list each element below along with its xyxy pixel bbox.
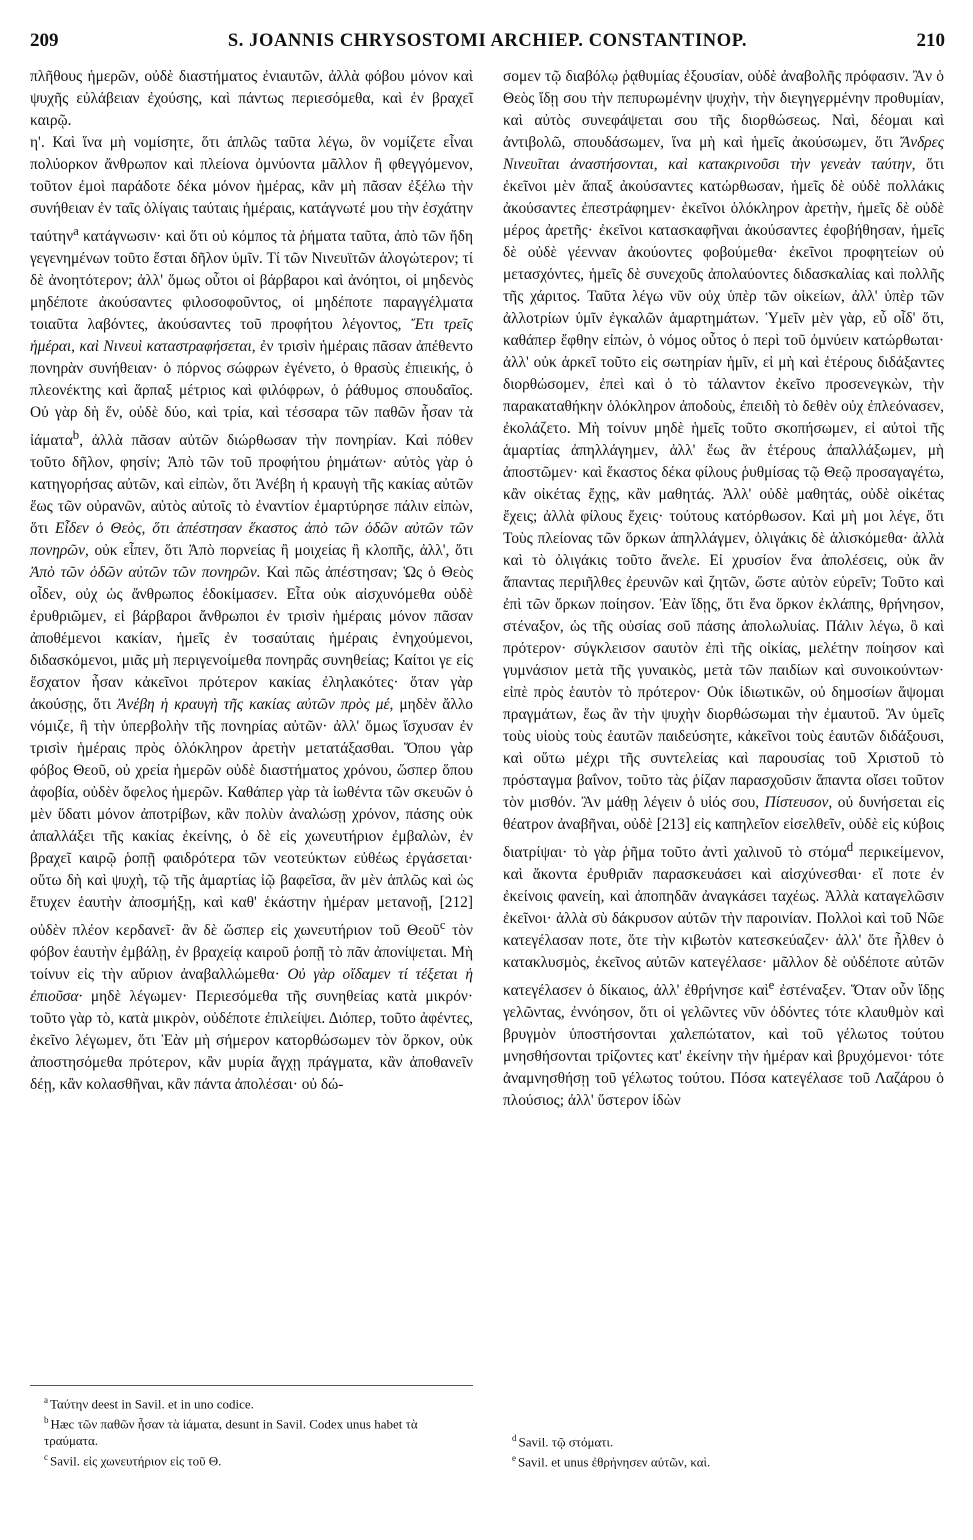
footnote-d: $^d$ Savil. τῷ στόματι.: [512, 1433, 614, 1450]
paragraph-section-8: η'. Καὶ ἵνα μὴ νομίσητε, ὅτι ἁπλῶς ταῦτα λέγω, ὃν νομίζετε εἶναι πολύορκον ἄνθρωπον καὶ πλείονα ὀμνύοντα μᾶλλον ἢ φθεγγόμενον, τοῦτον ἐμοὶ παράδοτε δέκα μόνον ἡμέρας, κἂν μὴ πᾶσαν ἐξέλω τὴν συνήθειαν ἐν ταῖς ὀλίγαις ταύταις ἡμέραις, κατάγνωτέ μου τὴν ἐσχάτην ταύτην$^a$ κατάγνωσιν· καὶ ὅτι οὐ κόμπος τὰ ῥήματα ταῦτα, ἀπὸ τῶν ἤδη γεγενημένων τοῦτο ἔσται δῆλον ὑμῖν. Τί τῶν Νινευϊτῶν ἀλογώτερον; τί δὲ ἀνοητότερον; ἀλλ' ὅμως οὗτοι οἱ βάρβαροι καὶ ἀνόητοι, οἱ μηδενὸς μηδέποτε ἀκούσαντες φιλοσοφοῦντος, οἱ μηδέποτε παραγγέλματα τοιαῦτα λαβόντες, ἀκούσαντες τοῦ προφήτου λέγοντος, Ἔτι τρεῖς ἡμέραι, καὶ Νινευὶ καταστραφήσεται, ἐν τρισὶν ἡμέραις πᾶσαν ἀπέθεντο πονηρὰν συνήθειαν· ὁ πόρνος σώφρων ἐγένετο, ὁ θρασὺς ἐπιεικής, ὁ πλεονέκτης καὶ ἅρπαξ μέτριος καὶ φιλόφρων, ὁ ῥάθυμος σπουδαῖος. Οὐ γὰρ δὴ ἕν, οὐδὲ δύο, καὶ τρία, καὶ τέσσαρα τῶν παθῶν ἦσαν τὰ ἰάματα$^b$, ἀλλὰ πᾶσαν αὐτῶν διώρθωσαν τὴν πονηρίαν. Καὶ πόθεν τοῦτο δῆλον, φησίν; Ἀπὸ τῶν τοῦ προφήτου ῥημάτων· αὐτὸς γὰρ ὁ κατηγορήσας αὐτῶν, καὶ εἰπὼν, ὅτι Ἀνέβη ἡ κραυγὴ τῆς κακίας αὐτῶν ἕως τῶν οὐρανῶν, αὐτὸς αὐτοῖς τὸ ἐναντίον ἐμαρτύρησε πάλιν εἰπὼν, ὅτι Εἶδεν ὁ Θεὸς, ὅτι ἀπέστησαν ἕκαστος ἀπὸ τῶν ὁδῶν αὐτῶν τῶν πονηρῶν, οὐκ εἶπεν, ὅτι Ἀπὸ πορνείας ἢ μοιχείας ἢ κλοπῆς, ἀλλ', ὅτι Ἀπὸ τῶν ὁδῶν αὐτῶν τῶν πονηρῶν. Καὶ πῶς ἀπέστησαν; Ὡς ὁ Θεὸς οἶδεν, οὐχ ὡς ἄνθρωπος ἐδοκίμασεν. Εἶτα οὐκ αἰσχυνόμεθα οὐδὲ ἐρυθριῶμεν, εἰ βάρβαροι ἄνθρωποι ἐν τρισὶν ἡμέραις μόνον πᾶσαν ἀποθέμενοι κακίαν, ἡμεῖς ἐν τοσαύταις ἡμέραις ἐνηχούμενοι, διδασκόμενοι, μιᾶς μὴ περιγενοίμεθα πονηρᾶς συνηθείας; Καίτοι γε εἰς ἔσχατον ἦσαν κἀκεῖνοι πρότερον κακίας ἐληλακότες· ὅταν γὰρ ἀκούσῃς, ὅτι Ἀνέβη ἡ κραυγὴ τῆς κακίας αὐτῶν πρὸς μέ, μηδὲν ἄλλο νόμιζε, ἢ τὴν ὑπερβολὴν τῆς πονηρίας αὐτῶν· ἀλλ' ὅμως ἴσχυσαν ἐν τρισὶν ἡμέραις πρὸς ὁλόκληρον ἀρετὴν μετατάξασθαι. Ὅπου γὰρ φόβος Θεοῦ, οὐ χρεία ἡμερῶν οὐδὲ διαστήματος χρόνου, ὥσπερ ὅπου ἀφοβία, οὐδὲν ὄφελος ἡμερῶν. Καθάπερ γὰρ τὰ ἰωθέντα τῶν σκευῶν ὁ μὲν ὕδατι μόνον ἀποτρίβων, κἂν πολὺν ἀναλώσῃ χρόνον, πάσης οὐκ ἀπαλλάξει τῆς κακίας ἐκείνης, ὁ δὲ εἰς χωνευτήριον ἐμβαλὼν, ἐν βραχεῖ καιρῷ ῥοπῇ φαιδρότερα τῶν νεοτεύκτων εὐθέως ἐργάσεται· οὕτω δὴ καὶ ψυχὴ, τῷ τῆς ἁμαρτίας ἰῷ βαφεῖσα, ἂν μὲν ἁπλῶς καὶ ὡς ἔτυχεν ἑαυτὴν ἀποσμήξῃ, καὶ καθ' ἑκάστην ἡμέραν μετανοῇ, [212] οὐδὲν πλέον κερδανεῖ· ἂν δὲ ὥσπερ εἰς χωνευτήριον τοῦ Θεοῦ$^c$ τὸν φόβον ἑαυτὴν ἐμβάλῃ, ἐν βραχείᾳ καιροῦ ῥοπῇ τὸ πᾶν ἀπονίψεται. Μὴ τοίνυν εἰς τὴν αὔριον ἀναβαλλώμεθα· Οὐ γὰρ οἴδαμεν τί τέξεται ἡ ἐπιοῦσα· μηδὲ λέγωμεν· Περιεσόμεθα τῆς συνηθείας κατὰ μικρόν· τοῦτο γὰρ τὸ, κατὰ μικρὸν, οὐδέποτε ἐπιλείψει. Διόπερ, τοῦτο ἀφέντες, ἐκεῖνο λέγωμεν, ὅτι Ἐὰν μὴ σήμερον κατορθώσωμεν τὸν ὅρκον, οὐκ ἀποστησόμεθα πρότερον, κἂν μυρία ἄγχῃ πράγματα, κἂν ἀποθανεῖν δέῃ, κἂν κολασθῆναι, κἂν πάντα ἀπολέσαι· οὐ δώ-: [30, 134, 474, 1094]
footnotes-left: [44, 1392, 469, 1469]
footnote-ref-c: c: [439, 918, 446, 933]
paragraph: σομεν τῷ διαβόλῳ ῥᾳθυμίας ἐξουσίαν, οὐδὲ ἀναβολῆς πρόφασιν. Ἂν ὁ Θεὸς ἴδῃ σου τὴν πεπυρωμένην ψυχὴν, τὴν διεγηγερμένην προθυμίαν, καὶ αὐτὸς συνεφάψεται σου τῆς διορθώσεως. Ναὶ, δέομαι καὶ ἀντιβολῶ, σπουδάσωμεν, ἵνα μὴ καὶ ἡμεῖς ἀκούσωμεν, ὅτι Ἄνδρες Νινευῖται ἀναστήσονται, καὶ κατακρινοῦσι τὴν γενεὰν ταύτην, ὅτι ἐκεῖνοι μὲν ἅπαξ ἀκούσαντες κατώρθωσαν, ἡμεῖς δὲ οὐδὲ πολλάκις ἀκούσαντες ἐπεστράφημεν· ἐκεῖνοι ὁλόκληρον ἀρετὴν, ἡμεῖς δὲ οὐδὲ μέρος ἀρετῆς· ἐκεῖνοι κατασκαφῆναι ἀκούσαντες ἐφοβήθησαν, ἡμεῖς δὲ οὐδὲ γέενναν ἀκούοντες φοβούμεθα· ἐκεῖνοι προφητείων οὐ μετασχόντες, ἡμεῖς δὲ συνεχοῦς ἀπολαύοντες διδασκαλίας καὶ πολλῆς τῆς χάριτος. Ταῦτα λέγω νῦν οὐχ ὑπὲρ τῶν οἰκείων, ἀλλ' ὑπὲρ τῶν ἀλλοτρίων ὑμῖν ἐγκαλῶν ἁμαρτημάτων. Ὑμεῖν μὲν γὰρ, εὖ οἶδ' ὅτι, καθάπερ ἔφθην εἰπὼν, ὁ νόμος οὗτος ὁ περὶ τοῦ ὀμνύειν κατώρθωται· ἀλλ' οὐκ ἀρκεῖ τοῦτο εἰς σωτηρίαν ἡμῖν, εἰ μὴ καὶ ἑτέρους διδάξαντες διορθώσομεν, ἐπεὶ καὶ ὁ τὸ τάλαντον ἐκεῖνο προσενεγκὼν, τὴν παρακαταθήκην ὁλόκληρον ἀποδοὺς, ἐπειδὴ τὸ δεθὲν οὐχ ἐπλεόνασεν, ἐκολάζετο. Μὴ τοίνυν μηδὲ ἡμεῖς τοῦτο σκοπήσωμεν, εἰ αὐτοὶ τῆς ἁμαρτίας ἀπηλλάγημεν, ἀλλ' ἕως ἂν ἑτέρους ἀπαλλάξωμεν, μὴ ἀποστῶμεν· καὶ ἕκαστος δέκα φίλους ῥυθμίσας τῷ Θεῷ προσαγαγέτω, κἂν οἰκέτας ἔχῃς, κἂν μαθητάς. Ἀλλ' οὐδὲ μαθητάς, οὐδὲ οἰκέτας ἔχεις; ἀλλὰ φίλους ἔχεις· τούτους κατόρθωσον. Καὶ μὴ μοι λέγε, ὅτι Τοὺς πλείονας τῶν ὅρκων ἀπηλλάγμεν, ὀλιγάκις δὲ ἁλισκόμεθα· ἀλλὰ καὶ τὸ ὀλιγάκις τοῦτο ἄνελε. Εἰ χρυσίον ἕνα ἀπολέσεις, οὐκ ἂν ἅπαντας περιῆλθες ἐρευνῶν καὶ ζητῶν, ὥστε αὐτὸν εὑρεῖν; Τοῦτο καὶ ἐπὶ τῶν ὅρκων ποίησον. Ἐὰν ἴδῃς, ὅτι ἕνα ὅρκον ἐκλάπης, θρήνησον, στέναξον, ὡς τῆς οὐσίας σοῦ πάσης ἀπολωλυίας. Πάλιν λέγω, ὃ καὶ πρότερον· σύγκλεισον σαυτὸν ἐπὶ τῆς οἰκίας, μελέτην ποίησον καὶ γυμνάσιον μετὰ τῆς γυναικὸς, μετὰ τῶν παιδίων καὶ συνοικούντων· εἰπὲ πρὸς ἑαυτὸν τὸ πρότερον· Οὐκ ἰδιωτικῶν, οὐ δημοσίων ἅψομαι πραγμάτων, ἕως ἂν τὴν ψυχὴν διορθώσωμαι τὴν ἐμαυτοῦ. Ἂν ὑμεῖς τοὺς υἱοὺς τοὺς ἑαυτῶν παιδεύσητε, κἀκεῖνοι τοὺς ἑαυτῶν διδάξουσι, καὶ οὕτω μέχρι τῆς συντελείας καὶ παρουσίας τοῦ Χριστοῦ τὸ πρόσταγμα βαΐνον, τοῦτο τὰς ῥίζαν παρασχοῦσιν ἅπαντα οἴσει τοῦτον τὸν μισθόν. Ἂν μάθῃ λέγειν ὁ υἱός σου, Πίστευσον, οὐ δυνήσεται εἰς θέατρον ἀναβῆναι, οὐδὲ [213] εἰς καπηλεῖον εἰσελθεῖν, οὐδὲ εἰς κύβοις διατρίψαι· τὸ γὰρ ῥῆμα τοῦτο ἀντὶ χαλινοῦ τὸ στόμα$^d$ περικείμενον, καὶ ἄκοντα ἐρυθριᾶν παρασκευάσει καὶ αἰσχύνεσθαι· εἴ ποτε ἐν ἐκείνοις φανείη, καὶ ἀποπηδᾶν ἀναγκάσει ταχέως. Ἀλλὰ καταγελῶσιν ἐκεῖνοι· ἀλλὰ σὺ δάκρυσον αὐτῶν τὴν παροινίαν. Πολλοὶ καὶ τοῦ Νῶε κατεγέλασαν ποτε, ὅτε τὴν κιβωτὸν κατεσκεύαζεν· ἀλλ' ὅτε ἦλθεν ὁ κατακλυσμὸς, ἐκεῖνος αὐτῶν κατεγέλασε· μᾶλλον δὲ οὐδέποτε αὐτῶν κατεγέλασεν ὁ δίκαιος, ἀλλ' ἐθρήνησε καὶ$^e$ ἐστέναξεν. Ὅταν οὖν ἴδῃς γελῶντας, ἐννόησον, ὅτι οἱ γελῶντες νῦν ὀδόντες τότε κλαυθμὸν καὶ βρυγμὸν ὑποστήσονται χαλεπώτατον, καὶ τοῦ γέλωτος τούτου μνησθήσονται τρίζοντες κατ' ἐκείνην τὴν ἡμέραν καὶ βρυχόμενοι· τότε ἀναμνησθήσῃ τοῦ γέλωτος τούτου. Πόσα κατεγέλασε τοῦ Λαζάρου ὁ πλούσιος; ἀλλ' ὕστερον ἰδὼν: [503, 68, 945, 1110]
footnote-e: $^e$ Savil. et unus ἐθρήνησεν αὐτῶν, καὶ.: [512, 1453, 711, 1470]
scripture-quote: Εἶδεν ὁ Θεὸς, ὅτι ἀπέστησαν ἕκαστος ἀπὸ τῶν ὁδῶν αὐτῶν τῶν πονηρῶν,: [30, 520, 474, 560]
left-column: [30, 66, 473, 1096]
running-title: S. JOANNIS CHRYSOSTOMI ARCHIEP. CONSTANTINOP.: [227, 31, 748, 51]
scripture-quote: Πίστευσον,: [764, 794, 833, 811]
paragraph: πλῆθους ἡμερῶν, οὐδὲ διαστήματος ἐνιαυτῶν, ἀλλὰ φόβου μόνον καὶ ψυχῆς εὐλάβειαν ἐχούσης, καὶ πάντως περιεσόμεθα, καὶ ἐν βραχεῖ καιρῷ.: [30, 68, 473, 129]
right-column: [503, 66, 944, 1112]
left-page-number: 209: [30, 30, 59, 51]
footnote-a: $^a$ Ταύτην deest in Savil. et in uno codice.: [44, 1395, 254, 1412]
footnote-b: $^b$ Hæc τῶν παθῶν ἦσαν τὰ ἰάματα, desunt in Savil. Codex unus habet τὰ τραύματα.: [44, 1415, 418, 1448]
footnote-ref-a: a: [73, 224, 79, 238]
footnote-ref-d: d: [846, 840, 854, 854]
footnote-ref-e: e: [768, 978, 775, 993]
scripture-quote: Ἄνδρες Νινευῖται ἀναστήσονται, καὶ κατακρινοῦσι τὴν γενεὰν ταύτην,: [503, 134, 944, 173]
running-header: [30, 30, 945, 60]
footnote-rule-left: [30, 1385, 473, 1386]
scripture-quote: Οὐ γὰρ οἴδαμεν τί τέξεται ἡ ἐπιοῦσα·: [30, 966, 473, 1006]
scripture-quote: Ἀνέβη ἡ κραυγὴ τῆς κακίας αὐτῶν πρὸς μέ,: [117, 696, 394, 714]
right-page-number: 210: [916, 30, 945, 51]
footnotes-right: [512, 1430, 942, 1471]
scripture-quote: Ἀπὸ τῶν ὁδῶν αὐτῶν τῶν πονηρῶν.: [30, 564, 261, 582]
footnote-ref-b: b: [72, 428, 80, 443]
scripture-quote: Ἔτι τρεῖς ἡμέραι, καὶ Νινευὶ καταστραφήσεται,: [30, 316, 473, 356]
footnote-c: $^c$ Savil. εἰς χωνευτήριον εἰς τοῦ Θ.: [44, 1451, 222, 1468]
